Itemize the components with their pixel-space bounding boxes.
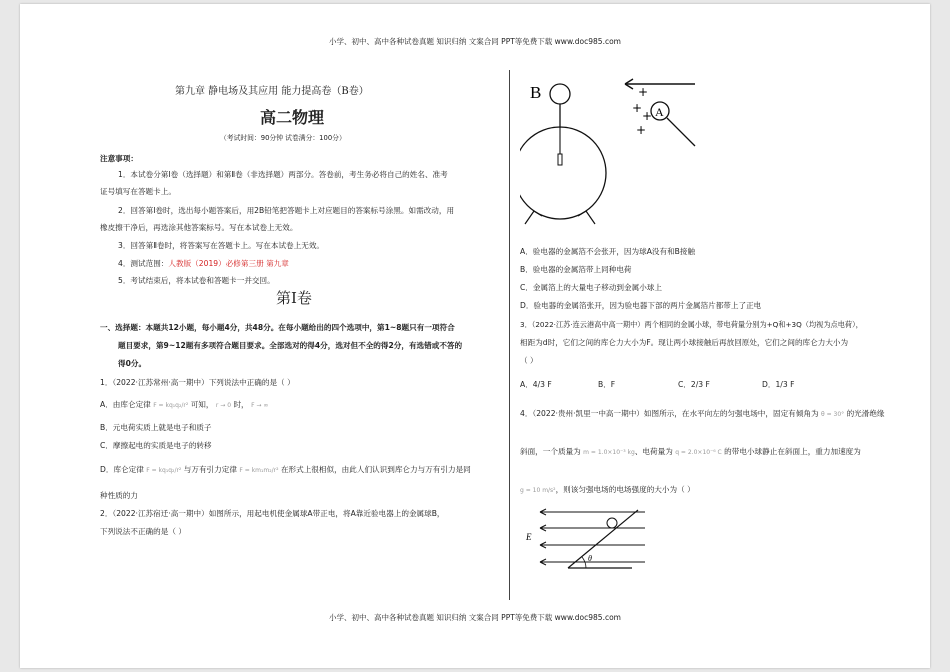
formula: q = 2.0×10⁻⁶ C — [675, 449, 722, 456]
formula: F = km₁m₂/r² — [239, 467, 279, 474]
note-line: 橡皮擦干净后，再选涂其他答案标号。写在本试卷上无效。 — [100, 223, 298, 232]
q1-option-b: B．元电荷实质上就是电子和质子 — [100, 423, 212, 432]
header-banner: 小学、初中、高中各种试卷真题 知识归纳 文案合同 PPT等免费下载 www.doc985.com — [329, 37, 621, 46]
q4-stem: g = 10 m/s²，则该匀强电场的电场强度的大小为（ ） — [520, 485, 695, 494]
exam-title: 高二物理 — [260, 108, 325, 127]
exam-meta: （考试时间：90分钟 试卷满分：100分） — [220, 134, 346, 142]
q2-stem: 2．（2022·江苏宿迁·高一期中）如图所示，用起电机使金属球A带正电，将A靠近验电器上的金属球B， — [100, 509, 445, 518]
q3-stem: 相距为d时，它们之间的库仑力大小为F。现让两小球接触后再放回原处，它们之间的库仑力大小为 — [520, 338, 849, 347]
note-line: 1．本试卷分第Ⅰ卷（选择题）和第Ⅱ卷（非选择题）两部分。答卷前，考生务必将自己的姓名、准考 — [118, 170, 448, 179]
section-intro: 一、选择题：本题共12小题，每小题4分，共48分。在每小题给出的四个选项中，第1~8题只有一项符合 — [100, 323, 455, 332]
q1-option-d: D．库仑定律 F = kq₁q₂/r² 与万有引力定律 F = km₁m₂/r² 在形式上很相似，由此人们认识到库仑力与万有引力是同 — [100, 465, 471, 474]
note-line: 2．回答第Ⅰ卷时，选出每小题答案后，用2B铅笔把答题卡上对应题目的答案标号涂黑。如需改动，用 — [118, 206, 455, 215]
q3-option-a: A．4/3 F — [520, 380, 552, 389]
metal-ball-b — [550, 84, 570, 104]
q3-option-d: D．1/3 F — [762, 380, 795, 389]
footer-banner: 小学、初中、高中各种试卷真题 知识归纳 文案合同 PPT等免费下载 www.doc985.com — [329, 613, 621, 622]
plus-sign: + — [642, 109, 653, 123]
q3-stem: 3．（2022·江苏·连云港高中高一期中）两个相同的金属小球，带电荷量分别为+Q和+3Q（均视为点电荷）， — [520, 320, 863, 329]
fig-label-b: B — [530, 83, 542, 102]
volume-title: 第Ⅰ卷 — [276, 289, 312, 307]
q1-option-c: C．摩擦起电的实质是电子的转移 — [100, 441, 212, 450]
q2-stem: 下列说法不正确的是（ ） — [100, 527, 186, 536]
chapter-title: 第九章 静电场及其应用 能力提高卷（B卷） — [175, 86, 369, 97]
electroscope-figure — [520, 76, 710, 226]
formula: g = 10 m/s² — [520, 487, 556, 494]
metal-foil — [558, 154, 562, 165]
notes-title: 注意事项： — [100, 154, 138, 163]
insulated-handle — [667, 118, 695, 146]
stand-left-leg — [525, 211, 542, 224]
q1-option-d-cont: 种性质的力 — [100, 491, 138, 500]
incline-field-figure — [520, 502, 670, 574]
formula: F = kq₁q₂/r² — [153, 402, 189, 409]
note-line — [118, 259, 289, 269]
section-intro: 得0分。 — [118, 359, 147, 368]
q2-option-a: A．验电器的金属箔不会张开，因为球A没有和B接触 — [520, 247, 696, 256]
note-scope-label: 4．测试范围： — [118, 259, 169, 268]
column-divider — [509, 70, 510, 600]
note-line: 5．考试结束后，将本试卷和答题卡一并交回。 — [118, 276, 275, 285]
formula: F → ∞ — [251, 402, 269, 409]
plus-sign: + — [636, 123, 647, 137]
field-label-e: E — [526, 532, 532, 542]
note-line: 证号填写在答题卡上。 — [100, 187, 176, 196]
paper-page — [20, 4, 930, 668]
formula: r → 0 — [215, 402, 232, 409]
note-line: 3．回答第Ⅱ卷时，将答案写在答题卡上。写在本试卷上无效。 — [118, 241, 325, 250]
q3-stem: （ ） — [520, 356, 538, 365]
plus-sign: + — [632, 101, 643, 115]
stand-right-leg — [578, 211, 595, 224]
q1-stem: 1．（2022·江苏常州·高一期中）下列说法中正确的是（ ） — [100, 378, 295, 387]
q4-stem: 4．（2022·贵州·凯里一中高一期中）如图所示，在水平向左的匀强电场中，固定有倾角为 θ = 30° 的光滑绝缘 — [520, 409, 885, 418]
q4-stem: 斜面，一个质量为 m = 1.0×10⁻³ kg、电荷量为 q = 2.0×10⁻⁶ C 的带电小球静止在斜面上，重力加速度为 — [520, 447, 861, 456]
incline-surface — [568, 510, 638, 568]
note-scope-value: 人教版（2019）必修第三册 第九章 — [168, 259, 289, 268]
q2-option-d: D．验电器的金属箔张开，因为验电器下部的两片金属箔片都带上了正电 — [520, 301, 762, 310]
fig-label-a: A — [655, 105, 664, 119]
q1-option-a: A．由库仑定律 F = kq₁q₂/r² 可知， r → 0 时， F → ∞ — [100, 400, 269, 409]
plus-sign: + — [638, 85, 649, 99]
formula: F = kq₁q₂/r² — [146, 467, 182, 474]
q3-option-b: B．F — [598, 380, 616, 389]
electroscope-case — [520, 127, 606, 219]
formula: m = 1.0×10⁻³ kg — [583, 449, 635, 456]
formula: θ = 30° — [820, 411, 845, 418]
q3-option-c: C．2/3 F — [678, 380, 710, 389]
angle-label: θ — [588, 554, 592, 563]
q2-option-b: B．验电器的金属箔带上同种电荷 — [520, 265, 632, 274]
section-intro: 题目要求，第9~12题有多项符合题目要求。全部选对的得4分，选对但不全的得2分，有选错或不答的 — [118, 341, 463, 350]
charged-ball — [607, 518, 617, 528]
q2-option-c: C．金属箔上的大量电子移动到金属小球上 — [520, 283, 662, 292]
